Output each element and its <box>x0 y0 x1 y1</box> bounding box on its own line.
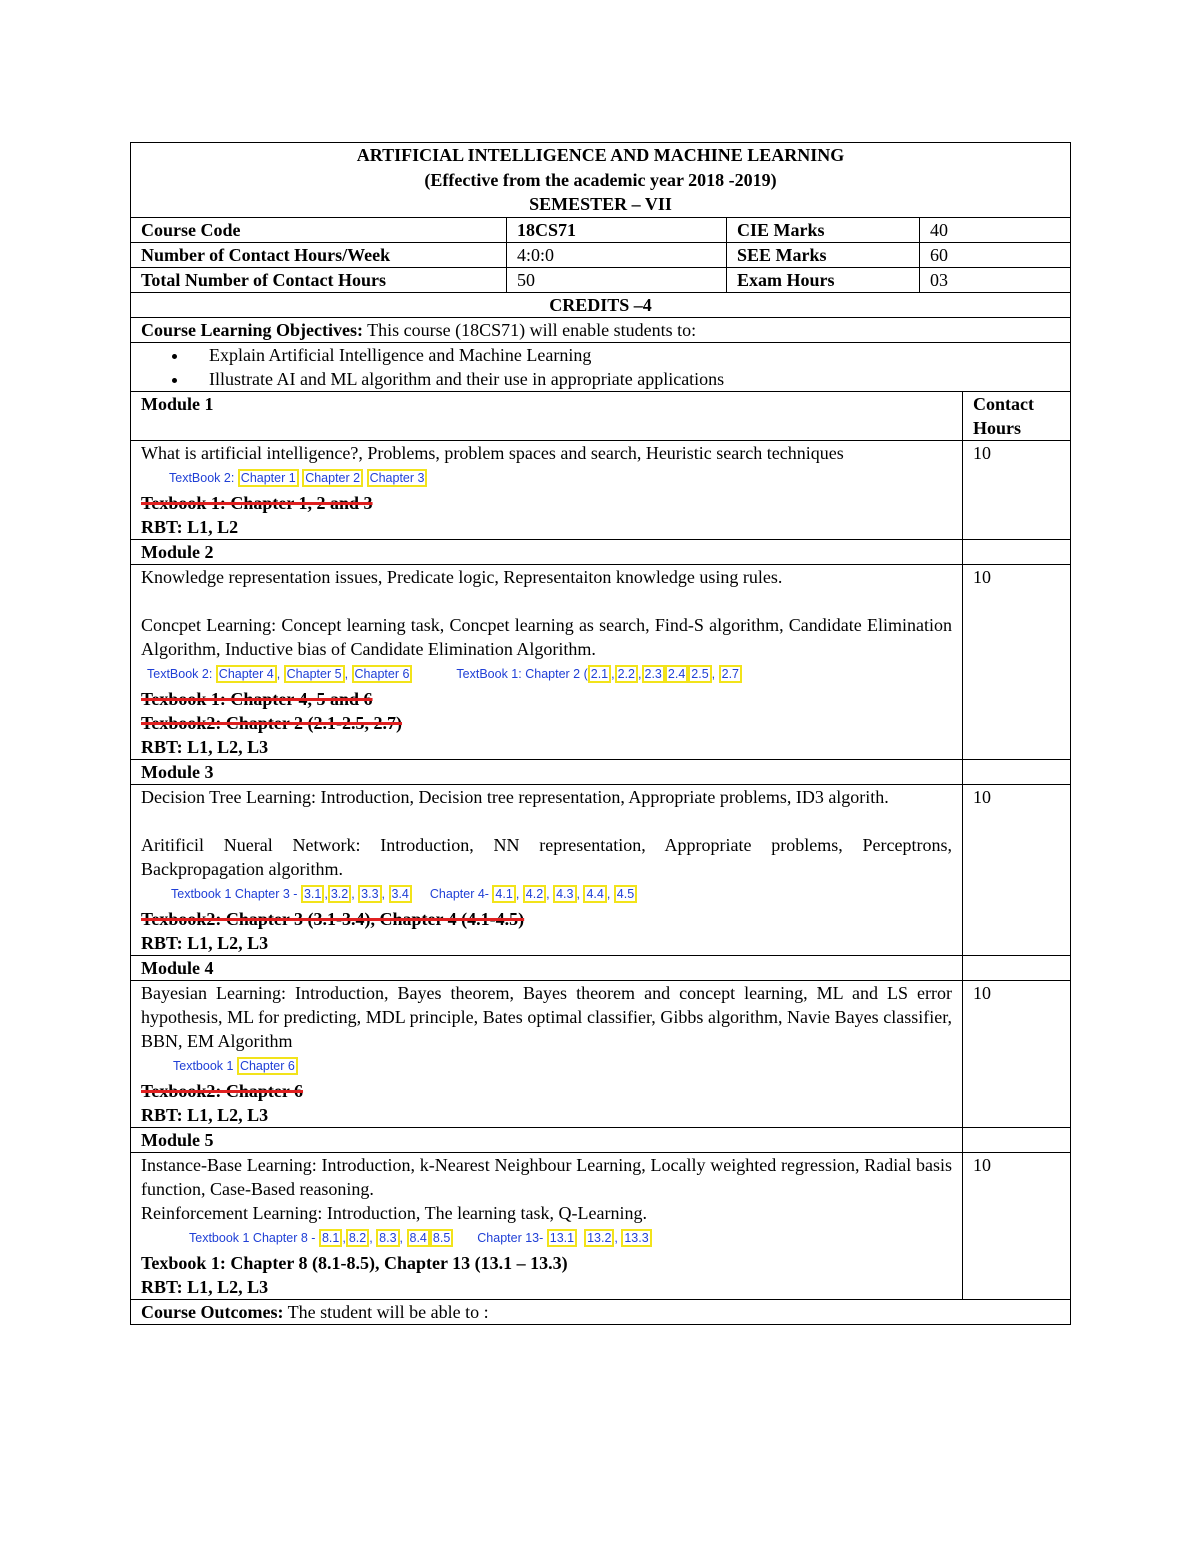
info-row-course-code <box>131 217 1071 242</box>
highlighted-ref: 3.4 <box>389 885 412 903</box>
highlighted-ref: 8.1 <box>319 1229 342 1247</box>
highlighted-ref: Chapter 3 <box>367 469 428 487</box>
highlighted-ref: 2.1 <box>588 665 611 683</box>
module-2-rbt: RBT: L1, L2, L3 <box>141 736 269 757</box>
module-1-rbt: RBT: L1, L2 <box>141 516 239 537</box>
course-header-row <box>131 143 1071 218</box>
see-marks-value: 60 <box>920 242 1071 267</box>
highlighted-ref: 4.4 <box>583 885 606 903</box>
highlighted-ref: 4.5 <box>614 885 637 903</box>
highlighted-ref: 8.5 <box>430 1229 453 1247</box>
module-3-hours-header <box>963 759 1071 784</box>
highlighted-ref: Chapter 5 <box>284 665 345 683</box>
module-4-hours: 10 <box>963 980 1071 1127</box>
info-row-contact-week <box>131 242 1071 267</box>
highlighted-ref: 2.7 <box>719 665 742 683</box>
module-3-title: Module 3 <box>131 759 963 784</box>
objectives-heading <box>131 317 1071 342</box>
outcomes-text: The student will be able to : <box>283 1301 489 1322</box>
module-2-title: Module 2 <box>131 539 963 564</box>
module-4-header-row <box>131 955 1071 980</box>
objective-item: • Explain Artificial Intelligence and Machine Learning <box>189 343 1060 367</box>
exam-hours-label: Exam Hours <box>727 267 920 292</box>
annotation-label: TextBook 2: <box>169 470 238 485</box>
module-4-hours-header <box>963 955 1071 980</box>
highlighted-ref: 8.3 <box>376 1229 399 1247</box>
syllabus-page <box>130 142 1070 1325</box>
module-3-topics-b: Aritificil Nueral Network: Introduction, NN representation, Appropriate problems, Perceptrons, Backpropagation algorithm. <box>141 834 952 879</box>
module-2-hours: 10 <box>963 564 1071 759</box>
module-5-ref-label: Texbook 1: <box>141 1252 231 1273</box>
highlighted-ref: 8.4 <box>407 1229 430 1247</box>
contact-week-value: 4:0:0 <box>507 242 727 267</box>
module-5-ref-text: Chapter 8 (8.1-8.5), Chapter 13 (13.1 – 13.3) <box>230 1252 568 1273</box>
objectives-text: This course (18CS71) will enable students to: <box>362 319 697 340</box>
module-4-body-row <box>131 980 1071 1127</box>
highlighted-ref: Chapter 2 <box>302 469 363 487</box>
module-5-title: Module 5 <box>131 1127 963 1152</box>
module-5-content <box>131 1152 963 1299</box>
highlighted-ref: 3.1 <box>301 885 324 903</box>
highlighted-ref: Chapter 6 <box>352 665 413 683</box>
module-2-annotation: TextBook 2: Chapter 4 , Chapter 5 , Chapter 6 TextBook 1: Chapter 2 ( 2.1 , 2.2 , 2.3 2.4 2.5 , 2.7 <box>141 661 952 687</box>
module-1-header-row <box>131 391 1071 440</box>
module-2-header-row <box>131 539 1071 564</box>
highlighted-ref: 3.3 <box>358 885 381 903</box>
contact-hours-header: Contact Hours <box>963 391 1071 440</box>
module-2-hours-header <box>963 539 1071 564</box>
highlighted-ref: 13.2 <box>584 1229 614 1247</box>
module-2-struck-ref: Texbook2: Chapter 2 (2.1-2.5, 2.7) <box>141 712 403 733</box>
annotation-label: Chapter 13- <box>477 1230 547 1245</box>
module-2-struck-ref: Texbook 1: Chapter 4, 5 and 6 <box>141 688 373 709</box>
module-4-annotation <box>141 1053 952 1079</box>
module-3-rbt: RBT: L1, L2, L3 <box>141 932 269 953</box>
module-1-struck-ref: Texbook 1: Chapter 1, 2 and 3 <box>141 492 373 513</box>
module-5-header-row <box>131 1127 1071 1152</box>
module-2-topics-a: Knowledge representation issues, Predicate logic, Representaiton knowledge using rules. <box>141 566 783 587</box>
objectives-label: Course Learning Objectives: <box>141 319 363 340</box>
module-3-topics-a: Decision Tree Learning: Introduction, Decision tree representation, Appropriate problems, ID3 algorith. <box>141 786 889 807</box>
course-header <box>131 143 1071 218</box>
objectives-row <box>131 317 1071 342</box>
highlighted-ref: 2.3 <box>642 665 665 683</box>
highlighted-ref: 2.2 <box>615 665 638 683</box>
objectives-list-cell <box>131 342 1071 391</box>
highlighted-ref: Chapter 6 <box>237 1057 298 1075</box>
module-2-body-row <box>131 564 1071 759</box>
module-3-body-row <box>131 784 1071 955</box>
highlighted-ref: 4.1 <box>492 885 515 903</box>
annotation-label: Textbook 1 Chapter 3 - <box>171 886 301 901</box>
highlighted-ref: 2.4 <box>665 665 688 683</box>
module-5-body-row <box>131 1152 1071 1299</box>
module-3-hours: 10 <box>963 784 1071 955</box>
highlighted-ref: 13.1 <box>547 1229 577 1247</box>
module-1-content <box>131 440 963 539</box>
module-5-topics-a: Instance-Base Learning: Introduction, k-Nearest Neighbour Learning, Locally weighted regression, Radial basis function, Case-Based reasoning. <box>141 1154 952 1199</box>
annotation-label: Chapter 4- <box>429 886 493 901</box>
annotation-label: Textbook 1 Chapter 8 - <box>189 1230 319 1245</box>
cie-marks-value: 40 <box>920 217 1071 242</box>
contact-week-label: Number of Contact Hours/Week <box>131 242 507 267</box>
module-4-title: Module 4 <box>131 955 963 980</box>
course-title: ARTIFICIAL INTELLIGENCE AND MACHINE LEARNING <box>356 145 845 165</box>
highlighted-ref: 4.3 <box>553 885 576 903</box>
module-4-struck-ref: Texbook2: Chapter 6 <box>141 1080 304 1101</box>
module-4-rbt: RBT: L1, L2, L3 <box>141 1104 269 1125</box>
annotation-label: Textbook 1 <box>173 1058 237 1073</box>
outcomes-label: Course Outcomes: <box>141 1301 284 1322</box>
module-1-hours: 10 <box>963 440 1071 539</box>
module-3-annotation: Textbook 1 Chapter 3 - 3.1 , 3.2 , 3.3 , 3.4 Chapter 4- 4.1 , 4.2 , 4.3 , 4.4 , 4.5 <box>141 881 952 907</box>
syllabus-table <box>130 142 1071 1325</box>
total-hours-value: 50 <box>507 267 727 292</box>
module-5-annotation: Textbook 1 Chapter 8 - 8.1 , 8.2 , 8.3 , 8.4 8.5 Chapter 13- 13.1 13.2 , 13.3 <box>141 1225 952 1251</box>
total-hours-label: Total Number of Contact Hours <box>131 267 507 292</box>
module-1-annotation <box>141 465 952 491</box>
highlighted-ref: 4.2 <box>523 885 546 903</box>
credits: CREDITS –4 <box>131 292 1071 317</box>
module-3-content <box>131 784 963 955</box>
exam-hours-value: 03 <box>920 267 1071 292</box>
course-code-value: 18CS71 <box>507 217 727 242</box>
course-code-label: Course Code <box>131 217 507 242</box>
highlighted-ref: 2.5 <box>688 665 711 683</box>
highlighted-ref: Chapter 4 <box>216 665 277 683</box>
module-4-content <box>131 980 963 1127</box>
highlighted-ref: 8.2 <box>346 1229 369 1247</box>
cie-marks-label: CIE Marks <box>727 217 920 242</box>
module-3-header-row <box>131 759 1071 784</box>
outcomes-row <box>131 1299 1071 1324</box>
highlighted-ref: 13.3 <box>621 1229 651 1247</box>
credits-row <box>131 292 1071 317</box>
module-5-textbook-ref <box>141 1251 952 1275</box>
module-2-content <box>131 564 963 759</box>
module-5-rbt: RBT: L1, L2, L3 <box>141 1276 269 1297</box>
module-5-hours: 10 <box>963 1152 1071 1299</box>
objective-item: • Illustrate AI and ML algorithm and their use in appropriate applications <box>189 367 1060 391</box>
highlighted-ref: 3.2 <box>328 885 351 903</box>
info-row-total-hours <box>131 267 1071 292</box>
annotation-label: TextBook 1: Chapter 2 ( <box>456 666 588 681</box>
module-5-hours-header <box>963 1127 1071 1152</box>
module-5-topics-b: Reinforcement Learning: Introduction, The learning task, Q-Learning. <box>141 1202 647 1223</box>
annotation-label: TextBook 2: <box>147 666 216 681</box>
module-1-body-row <box>131 440 1071 539</box>
module-3-struck-ref: Texbook2: Chapter 3 (3.1-3.4), Chapter 4 (4.1-4.5) <box>141 908 525 929</box>
effective-year: (Effective from the academic year 2018 -2019) <box>424 169 777 190</box>
module-1-title: Module 1 <box>131 391 963 440</box>
see-marks-label: SEE Marks <box>727 242 920 267</box>
module-4-topics: Bayesian Learning: Introduction, Bayes theorem, Bayes theorem and concept learning, ML and LS error hypothesis, ML for predicting, MDL principle, Bates optimal classifier, Gibbs algorithm, Navie Bayes classifier, BBN, EM Algorithm <box>141 982 952 1051</box>
module-1-topics: What is artificial intelligence?, Problems, problem spaces and search, Heuristic search techniques <box>141 442 844 463</box>
objectives-list <box>141 343 1060 391</box>
outcomes-heading <box>131 1299 1071 1324</box>
highlighted-ref: Chapter 1 <box>238 469 299 487</box>
semester: SEMESTER – VII <box>529 194 672 214</box>
module-2-topics-b: Concpet Learning: Concept learning task, Concpet learning as search, Find-S algorithm, Candidate Elimination Algorithm, Inductive bias of Candidate Elimination Algorithm. <box>141 614 952 659</box>
objectives-list-row <box>131 342 1071 391</box>
